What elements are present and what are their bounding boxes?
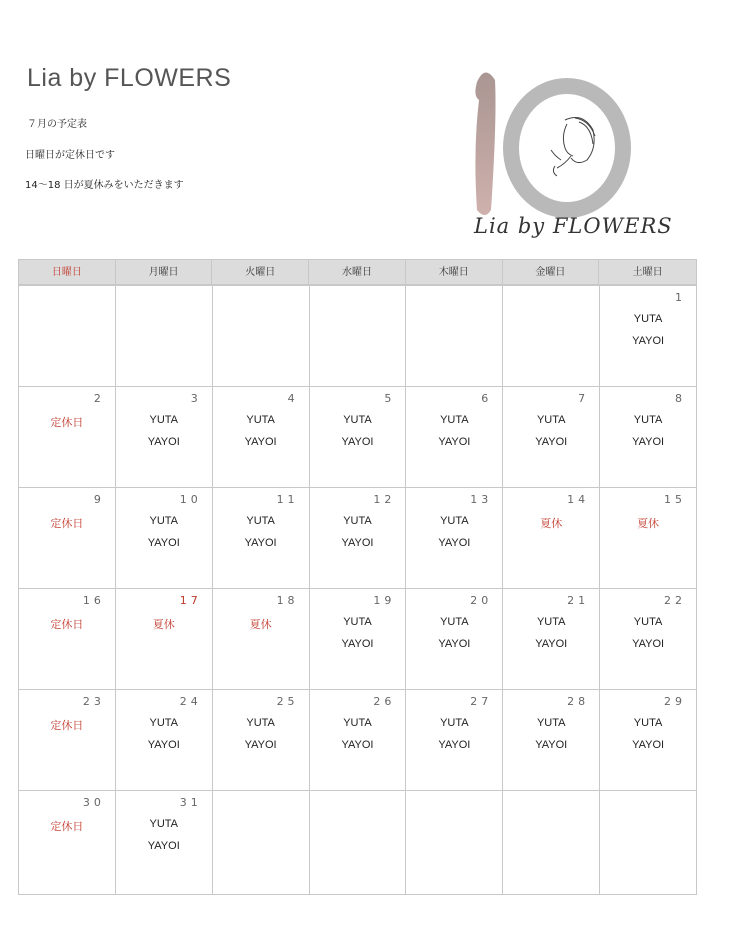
day-entry-primary: YUTA [633, 717, 663, 729]
calendar-weekday-header [18, 259, 697, 285]
day-number: 20 [470, 594, 493, 607]
weekday-thursday: 木曜日 [406, 260, 503, 285]
day-number: 21 [567, 594, 590, 607]
day-entry-secondary: YAYOI [244, 739, 277, 751]
calendar-day-cell [213, 487, 310, 588]
calendar-day-cell [406, 487, 503, 588]
day-entry-primary: YUTA [149, 515, 179, 527]
day-entry-secondary: YAYOI [341, 739, 374, 751]
calendar-day-cell [116, 285, 213, 386]
calendar-day-cell [406, 386, 503, 487]
calendar-day-cell [116, 386, 213, 487]
calendar-day-cell [503, 689, 600, 790]
day-entry-primary: YUTA [440, 515, 469, 527]
day-entry-secondary: YAYOI [632, 638, 665, 650]
weekday-friday: 金曜日 [503, 260, 600, 285]
day-number: 2 [93, 392, 105, 405]
calendar-day-cell [19, 588, 116, 689]
day-entry-secondary: YAYOI [438, 537, 471, 549]
day-entry-secondary: YAYOI [535, 739, 568, 751]
day-number: 31 [179, 796, 202, 809]
day-number: 12 [373, 493, 396, 506]
day-entry-primary: YUTA [246, 515, 275, 527]
day-entry-primary: YUTA [440, 616, 469, 628]
calendar-day-cell [310, 487, 407, 588]
day-number: 5 [384, 392, 396, 405]
calendar-day-cell [503, 386, 600, 487]
day-entry-secondary: YAYOI [632, 436, 665, 448]
day-entry-primary: YUTA [633, 313, 663, 325]
day-entry-primary: 夏休 [249, 619, 272, 631]
day-number: 25 [276, 695, 299, 708]
calendar-day-cell [600, 487, 697, 588]
calendar-day-cell [600, 285, 697, 386]
day-number: 10 [179, 493, 202, 506]
calendar-day-cell [406, 689, 503, 790]
day-entry-primary: YUTA [149, 717, 179, 729]
calendar-day-cell [503, 588, 600, 689]
calendar-day-cell [600, 386, 697, 487]
day-number: 4 [287, 392, 299, 405]
day-number: 8 [674, 392, 686, 405]
note-summer-break: 14～18 日が夏休みをいただきます [25, 180, 184, 191]
day-entry-primary: 定休日 [50, 720, 84, 732]
day-number: 24 [179, 695, 202, 708]
day-entry-primary: YUTA [633, 616, 663, 628]
day-entry-primary: YUTA [536, 717, 566, 729]
page-title: Lia by FLOWERS [27, 64, 232, 92]
day-number: 3 [190, 392, 202, 405]
day-number: 9 [93, 493, 105, 506]
calendar-day-cell [503, 790, 600, 894]
day-entry-secondary: YAYOI [438, 638, 471, 650]
day-entry-primary: YUTA [536, 616, 566, 628]
weekday-monday: 月曜日 [116, 260, 213, 285]
day-entry-primary: 夏休 [637, 518, 660, 530]
day-entry-secondary: YAYOI [147, 840, 180, 852]
day-number: 1 [674, 291, 686, 304]
day-entry-primary: YUTA [343, 414, 372, 426]
calendar-day-cell [116, 487, 213, 588]
day-entry-secondary: YAYOI [535, 638, 568, 650]
calendar-day-cell [19, 790, 116, 894]
calendar-day-cell [213, 386, 310, 487]
day-entry-secondary: YAYOI [244, 537, 277, 549]
day-entry-primary: YUTA [536, 414, 566, 426]
day-entry-primary: YUTA [343, 515, 372, 527]
day-number: 30 [82, 796, 105, 809]
weekday-saturday: 土曜日 [632, 267, 663, 278]
day-entry-primary: YUTA [343, 616, 372, 628]
day-number: 13 [470, 493, 493, 506]
day-entry-secondary: YAYOI [438, 739, 471, 751]
logo-caption: Lia by FLOWERS [474, 214, 673, 238]
day-entry-primary: YUTA [440, 414, 469, 426]
day-entry-primary: YUTA [633, 414, 663, 426]
day-entry-primary: YUTA [343, 717, 372, 729]
calendar-day-cell [116, 790, 213, 894]
day-entry-primary: YUTA [149, 818, 179, 830]
calendar-grid [18, 285, 697, 895]
day-entry-primary: YUTA [440, 717, 469, 729]
day-number: 16 [82, 594, 105, 607]
day-number: 17 [179, 594, 202, 607]
day-entry-secondary: YAYOI [244, 436, 277, 448]
calendar-day-cell [19, 689, 116, 790]
calendar-day-cell [19, 487, 116, 588]
day-entry-secondary: YAYOI [632, 739, 665, 751]
day-number: 27 [470, 695, 493, 708]
calendar-day-cell [213, 790, 310, 894]
day-number: 6 [481, 392, 493, 405]
calendar-day-cell [503, 285, 600, 386]
day-entry-secondary: YAYOI [535, 436, 568, 448]
calendar-day-cell [116, 588, 213, 689]
day-number: 28 [567, 695, 590, 708]
day-entry-primary: YUTA [246, 717, 275, 729]
weekday-tuesday: 火曜日 [212, 260, 309, 285]
calendar-day-cell [406, 790, 503, 894]
day-entry-secondary: YAYOI [632, 335, 665, 347]
day-entry-secondary: YAYOI [147, 436, 180, 448]
calendar-day-cell [406, 285, 503, 386]
day-entry-primary: 定休日 [50, 821, 84, 833]
day-number: 22 [663, 594, 686, 607]
day-number: 7 [578, 392, 590, 405]
calendar-day-cell [503, 487, 600, 588]
calendar-day-cell [310, 790, 407, 894]
day-entry-secondary: YAYOI [341, 638, 374, 650]
calendar-day-cell [310, 588, 407, 689]
day-entry-secondary: YAYOI [341, 436, 374, 448]
day-entry-secondary: YAYOI [341, 537, 374, 549]
day-number: 11 [276, 493, 299, 506]
day-entry-primary: 定休日 [50, 518, 84, 530]
day-entry-primary: 夏休 [540, 518, 563, 530]
day-entry-secondary: YAYOI [147, 537, 180, 549]
calendar-day-cell [310, 285, 407, 386]
weekday-wednesday: 水曜日 [309, 260, 406, 285]
day-number: 26 [373, 695, 396, 708]
calendar-day-cell [600, 790, 697, 894]
day-entry-primary: 定休日 [50, 619, 84, 631]
day-entry-primary: YUTA [149, 414, 179, 426]
day-number: 18 [276, 594, 299, 607]
day-entry-secondary: YAYOI [438, 436, 471, 448]
note-month: ７月の予定表 [27, 119, 87, 130]
calendar-day-cell [19, 386, 116, 487]
calendar-day-cell [600, 588, 697, 689]
weekday-sunday: 日曜日 [19, 260, 116, 285]
day-number: 23 [82, 695, 105, 708]
day-number: 19 [373, 594, 396, 607]
calendar-day-cell [310, 386, 407, 487]
day-entry-secondary: YAYOI [147, 739, 180, 751]
calendar-day-cell [213, 689, 310, 790]
day-entry-primary: YUTA [246, 414, 275, 426]
day-number: 14 [567, 493, 590, 506]
day-entry-primary: 定休日 [50, 417, 84, 429]
day-number: 29 [663, 695, 686, 708]
calendar-day-cell [213, 285, 310, 386]
calendar-day-cell [406, 588, 503, 689]
note-closed-day: 日曜日が定休日です [25, 150, 115, 161]
calendar-day-cell [310, 689, 407, 790]
portrait-sketch-icon [551, 118, 595, 176]
calendar-day-cell [19, 285, 116, 386]
calendar-day-cell [116, 689, 213, 790]
calendar-day-cell [213, 588, 310, 689]
calendar [18, 259, 697, 895]
calendar-day-cell [600, 689, 697, 790]
day-number: 15 [663, 493, 686, 506]
day-entry-primary: 夏休 [152, 619, 175, 631]
